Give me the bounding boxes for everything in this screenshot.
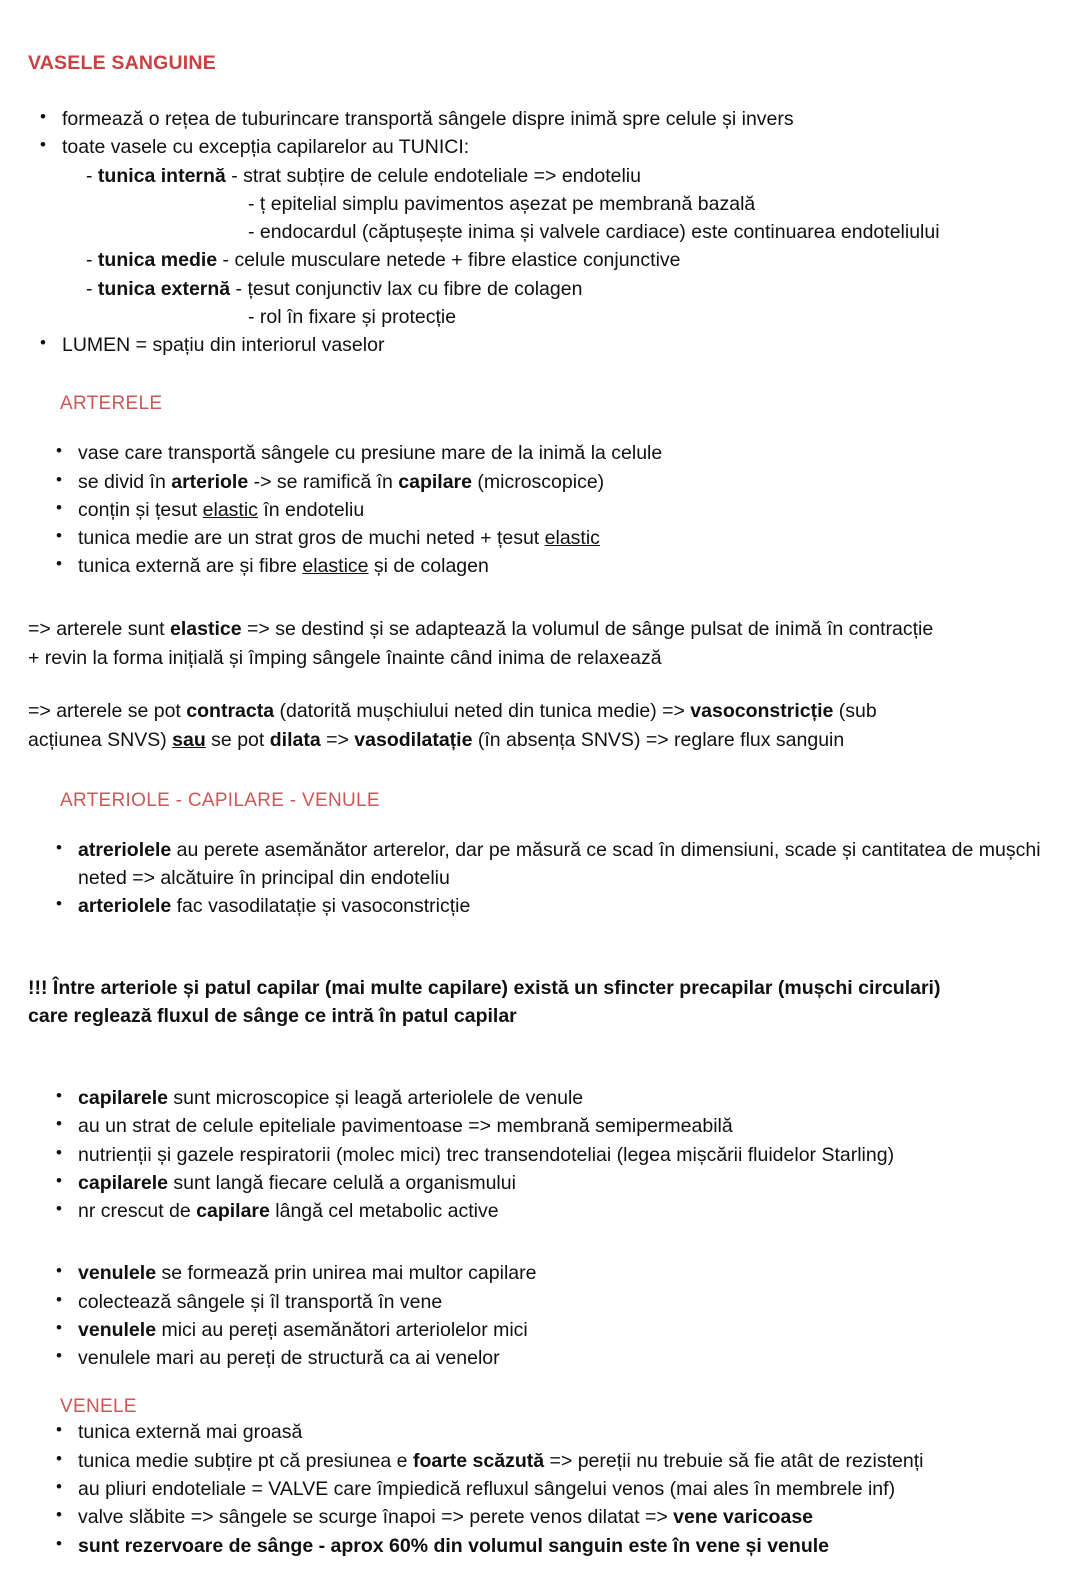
paragraph-line [28,615,1052,644]
list-item [28,468,1052,496]
text-segment: dilata [269,729,321,752]
list-item [28,1475,1052,1503]
tunica-lines [28,162,1052,332]
list-item [28,1503,1052,1531]
page-title: VASELE SANGUINE [28,52,216,74]
alert-line: care reglează fluxul de sânge ce intră în patul capilar [28,1005,517,1028]
list-item [28,1532,1052,1560]
text-segment: venulele [78,1318,157,1341]
list-item [28,552,1052,580]
tunica-line [28,190,1052,218]
alert-sfincter-precapilar [28,974,1052,1031]
text-segment: elastic [202,498,258,521]
text-segment: capilare [398,470,472,493]
list-item [28,1316,1052,1344]
text-segment: (sub [833,700,877,723]
text-segment: vasodilatație [354,729,473,752]
text-segment: nr crescut de [78,1200,197,1223]
list-item [28,439,1052,467]
text-segment: contracta [186,700,275,723]
tunica-line [28,275,1052,303]
text-segment: nutrienții și gazele respiratorii (molec mici) trec transendoteliai (legea mișcării fluidelor Starling) [78,1143,895,1166]
text-segment: acțiunea SNVS) [28,729,173,752]
text-segment: sunt langă fiecare celulă a organismului [167,1171,516,1194]
text-segment: (microscopice) [471,470,605,493]
list-item: • formează o rețea de tuburincare transportă sângele dispre inimă spre celule și invers [28,105,1052,133]
list-item [28,1112,1052,1140]
lumen-bullet-list [28,331,1052,359]
list-item [28,524,1052,552]
text-segment: - țesut conjunctiv lax cu fibre de colagen [230,277,583,300]
text-segment: venulele [78,1262,157,1285]
text-segment: lângă cel metabolic active [269,1200,499,1223]
spacer [28,673,1052,697]
text-segment: elastice [302,555,369,578]
intro-bullet-list [28,105,1052,162]
section-heading-arteriole-capilare-venule: ARTERIOLE - CAPILARE - VENULE [60,789,380,811]
venule-bullet-list [28,1259,1052,1372]
section-heading-arterele: ARTERELE [60,393,163,415]
dash-marker: - [86,164,98,187]
text-segment: tunica medie subțire pt că presiunea e [78,1449,413,1472]
list-item [28,1288,1052,1316]
text-segment: vasoconstricție [690,700,834,723]
list-item [28,1259,1052,1287]
text-segment: tunica medie [97,249,218,272]
capilare-bullet-list [28,1084,1052,1225]
paragraph-line [28,697,1052,726]
tunica-line [28,162,1052,190]
text-segment: => [320,729,355,752]
section-heading-venele: VENELE [60,1396,137,1418]
paragraph-line [28,726,1052,755]
text-segment: - endocardul (căptușește inima și valvele cardiace) este continuarea endoteliului [248,221,940,244]
text-segment: atreriolele [78,838,172,861]
arterele-bullet-list [28,439,1052,580]
venele-bullet-list [28,1418,1052,1559]
text-segment: tunica externă [97,277,231,300]
text-segment: sunt microscopice și leagă arteriolele de venule [167,1087,584,1110]
spacer [28,415,1052,439]
list-item [28,1344,1052,1372]
spacer [28,581,1052,615]
list-item: • LUMEN = spațiu din interiorul vaselor [28,331,1052,359]
tunica-line [28,218,1052,246]
text-segment: vene varicoase [673,1506,814,1529]
text-segment: sau [172,729,206,752]
tunica-line [28,246,1052,274]
spacer [28,1372,1052,1396]
text-segment: - strat subțire de celule endoteliale => endoteliu [225,164,641,187]
arterele-paragraph-elastice [28,615,1052,674]
text-segment: => arterele se pot [28,700,187,723]
text-segment: elastic [544,527,600,550]
list-item: • toate vasele cu excepția capilarelor au TUNICI: [28,133,1052,161]
text-segment: - ț epitelial simplu pavimentos așezat pe membrană bazală [248,192,756,215]
list-item [28,1197,1052,1225]
text-segment: tunica medie are un strat gros de muchi neted + țesut [78,527,545,550]
list-item [28,1447,1052,1475]
text-segment: capilarele [78,1087,168,1110]
text-segment: colectează sângele și îl transportă în vene [78,1290,443,1313]
text-segment: tunica externă mai groasă [78,1421,303,1444]
text-segment: + revin la forma inițială și împing sângele înainte când inima de relaxează [28,646,662,669]
dash-marker: - [86,249,98,272]
list-item [28,1418,1052,1446]
text-segment: -> se ramifică în [248,470,399,493]
text-segment: - rol în fixare și protecție [248,305,457,328]
text-segment: foarte scăzută [412,1449,545,1472]
text-segment: (în absența SNVS) => reglare flux sanguin [472,729,845,752]
text-segment: se divid în [78,470,172,493]
text-segment: arteriolele [78,895,172,918]
text-segment: conțin și țesut [78,498,203,521]
arterele-paragraph-vasoconstrictie [28,697,1052,756]
arteriole-bullet-list [28,836,1052,921]
spacer [28,921,1052,955]
text-segment: valve slăbite => sângele se scurge înapoi => perete venos dilatat => [78,1506,674,1529]
text-segment: capilare [196,1200,270,1223]
list-item [28,892,1052,920]
text-segment: => se destind și se adaptează la volumul de sânge pulsat de inimă în contracție [241,617,934,640]
text-segment: se pot [205,729,270,752]
text-segment: - celule musculare netede + fibre elastice conjunctive [217,249,681,272]
list-item [28,496,1052,524]
list-item [28,1084,1052,1112]
list-item [28,1169,1052,1197]
list-item [28,1141,1052,1169]
alert-line: !!! Între arteriole și patul capilar (mai multe capilare) există un sfincter precapilar (mușchi circulari) [28,977,941,1000]
paragraph-line [28,644,1052,673]
text-segment: în endoteliu [257,498,365,521]
text-segment: au un strat de celule epiteliale pavimentoase => membrană semipermeabilă [78,1115,733,1138]
text-segment: elastice [170,617,242,640]
text-segment: venulele mari au pereți de structură ca ai venelor [78,1347,500,1370]
text-segment: și de colagen [368,555,489,578]
text-segment: mici au pereți asemănători arteriolelor mici [156,1318,528,1341]
text-segment: fac vasodilatație și vasoconstricție [171,895,471,918]
text-segment: tunica internă [97,164,226,187]
text-segment: se formează prin unirea mai multor capilare [156,1262,537,1285]
text-segment: sunt rezervoare de sânge - aprox 60% din volumul sanguin este în vene și venule [78,1534,829,1557]
dash-marker: - [86,277,98,300]
list-item [28,836,1052,893]
text-segment: => pereții nu trebuie să fie atât de rezistenți [544,1449,924,1472]
spacer [28,359,1052,393]
text-segment: capilarele [78,1171,168,1194]
spacer [28,756,1052,790]
text-segment: vase care transportă sângele cu presiune mare de la inimă la celule [78,442,663,465]
text-segment: (datorită mușchiului neted din tunica medie) => [274,700,691,723]
spacer [28,1225,1052,1259]
text-segment: tunica externă are și fibre [78,555,303,578]
spacer [28,812,1052,836]
tunica-line [28,303,1052,331]
text-segment: arteriole [171,470,249,493]
spacer [28,1050,1052,1084]
text-segment: au pliuri endoteliale = VALVE care împiedică refluxul sângelui venos (mai ales în membrele inf) [78,1477,896,1500]
text-segment: => arterele sunt [28,617,171,640]
text-segment: au perete asemănător arterelor, dar pe măsură ce scad în dimensiuni, scade și cantitatea de mușchi neted => alcătuire în principal din endoteliu [78,838,1041,889]
